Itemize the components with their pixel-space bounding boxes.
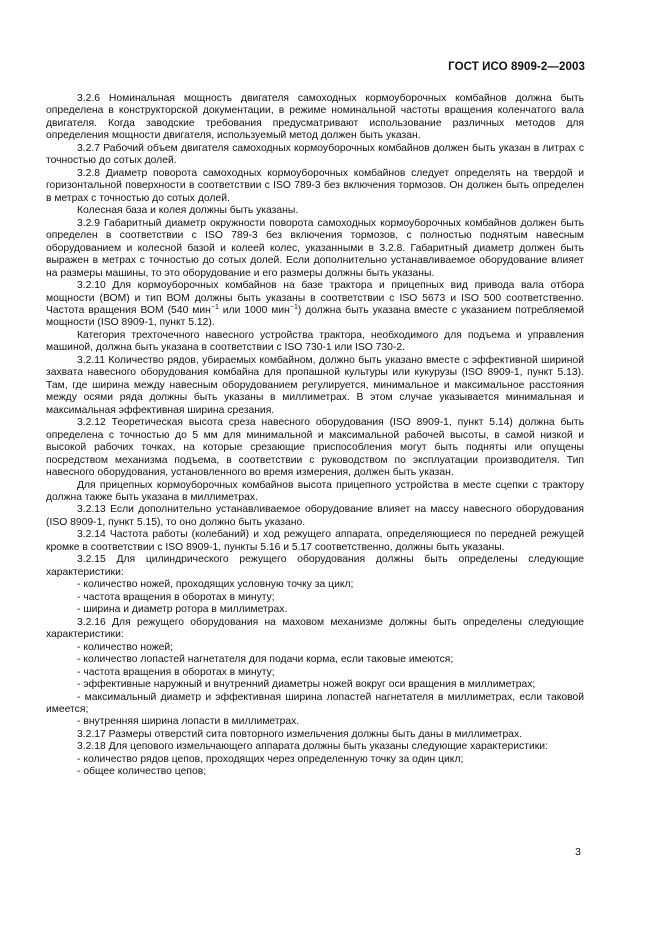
page-number: 3 (575, 846, 581, 858)
document-id-header: ГОСТ ИСО 8909-2—2003 (448, 61, 585, 73)
paragraph-3-2-13: 3.2.13 Если дополнительно устанавливаемое оборудование влияет на массу навесного оборудования (ISO 8909-1, пункт 5.15), то оно должно быть указано. (46, 504, 584, 528)
paragraph-3-2-17: 3.2.17 Размеры отверстий сита повторного измельчения должны быть даны в миллиметрах. (77, 728, 523, 740)
paragraph-3-2-11: 3.2.11 Количество рядов, убираемых комбайном, должно быть указано вместе с эффективной шириной захвата навесного оборудования комбайна для пропашной культуры или кукурузы (ISO 8909-1, пункт 5.13). Там, где ширина между навесным оборудованием регулируется, минимальное и максимальное расстояния между осями ряда должны быть указаны в миллиметрах. В этом случае указывается минимальная и максимальная эффективная ширина срезания. (46, 354, 584, 416)
paragraph-3-2-9: 3.2.9 Габаритный диаметр окружности поворота самоходных кормоуборочных комбайнов должен быть определен в соответствии с ISO 789-3 без включения тормозов, с полностью поднятым навесным оборудованием и колесной базой и колеей колес, указанными в 3.2.8. Габаритный диаметр должен быть выражен в метрах с точностью до сотых долей. Если дополнительно устанавливаемое оборудование влияет на размеры машины, то это оборудование и его размеры должны быть указаны. (46, 217, 584, 279)
paragraph-hitch-category: Категория трехточечного навесного устройства трактора, необходимого для подъема и управления машиной, должна быть указана в соответствии с ISO 730-1 или ISO 730-2. (46, 329, 584, 354)
paragraph-3-2-6: 3.2.6 Номинальная мощность двигателя самоходных кормоуборочных комбайнов должна быть определена в конструкторской документации, в режиме номинальной частоты вращения коленчатого вала двигателя. Когда заводские требования предусматривают использование различных методов для определения мощности двигателя, используемый метод должен быть указан. (46, 93, 584, 142)
list-item: - частота вращения в оборотах в минуту; (77, 666, 275, 678)
list-item: - количество ножей, проходящих условную точку за цикл; (77, 579, 354, 591)
pto-text-b: или 1000 мин (218, 304, 290, 316)
list-item: - внутренняя ширина лопасти в миллиметрах. (77, 716, 300, 728)
document-body (46, 93, 584, 779)
paragraph-wheelbase: Колесная база и колея должны быть указаны. (77, 205, 299, 217)
paragraph-3-2-15: 3.2.15 Для цилиндрического режущего оборудования должны быть определены следующие характеристики: (46, 554, 584, 578)
pto-superscript: −1 (210, 303, 219, 311)
list-item: - максимальный диаметр и эффективная ширина лопастей нагнетателя в миллиметрах, если таковой имеется; (46, 691, 584, 715)
pto-superscript: −1 (289, 303, 298, 311)
pto-text-a: 3.2.10 Для кормоуборочных комбайнов на базе трактора и прицепных вид привода вала отбора мощности (ВОМ) и тип ВОМ должны быть указаны в соответствии с ISO 5673 и ISO 500 соответственно. Частота вращения ВОМ (540 мин (46, 280, 584, 316)
list-item: - количество рядов цепов, проходящих через определенную точку за один цикл; (77, 753, 464, 765)
list-item: - количество ножей; (77, 641, 174, 653)
pto-text-c: ) должна быть указана вместе с указанием потребляемой мощности (ISO 8909-1, пункт 5.12). (46, 304, 584, 329)
paragraph-3-2-12: 3.2.12 Теоретическая высота среза навесного оборудования (ISO 8909-1, пункт 5.14) должна быть определена с точностью до 5 мм для минимальной и максимальной рабочей высоты, в самой низкой и высокой рабочих точках, на которые срезающие приспособления могут быть подняты или опущены посредством механизма подъема, в соответствии с руководством по эксплуатации производителя. Тип навесного оборудования, установленного во время измерения, должен быть указан. (46, 417, 584, 479)
paragraph-3-2-10 (46, 280, 584, 330)
list-item: - количество лопастей нагнетателя для подачи корма, если таковые имеются; (77, 654, 454, 666)
paragraph-3-2-16: 3.2.16 Для режущего оборудования на маховом механизме должны быть определены следующие характеристики: (46, 616, 584, 641)
paragraph-3-2-8: 3.2.8 Диаметр поворота самоходных кормоуборочных комбайнов следует определять на твердой и горизонтальной поверхности в соответствии с ISO 789-3 без включения тормозов. Он должен быть определен в метрах с точностью до сотых долей. (46, 167, 584, 204)
paragraph-3-2-14: 3.2.14 Частота работы (колебаний) и ход режущего аппарата, определяющиеся по передней режущей кромке в соответствии с ISO 8909-1, пункты 5.16 и 5.17 соответственно, должны быть указаны. (46, 529, 584, 553)
list-item: - общее количество цепов; (77, 766, 207, 778)
paragraph-3-2-7: 3.2.7 Рабочий объем двигателя самоходных кормоуборочных комбайнов должен быть указан в литрах с точностью до сотых долей. (46, 142, 584, 167)
list-item: - эффективные наружный и внутренний диаметры ножей вокруг оси вращения в миллиметрах; (77, 679, 536, 691)
list-item: - частота вращения в оборотах в минуту; (77, 591, 275, 603)
paragraph-trailed-hitch-height: Для прицепных кормоуборочных комбайнов высота прицепного устройства в месте сцепки с трактору должна также быть указана в миллиметрах. (46, 479, 584, 503)
list-item: - ширина и диаметр ротора в миллиметрах. (77, 604, 288, 616)
paragraph-3-2-18: 3.2.18 Для цепового измельчающего аппарата должны быть указаны следующие характеристики: (77, 741, 548, 753)
